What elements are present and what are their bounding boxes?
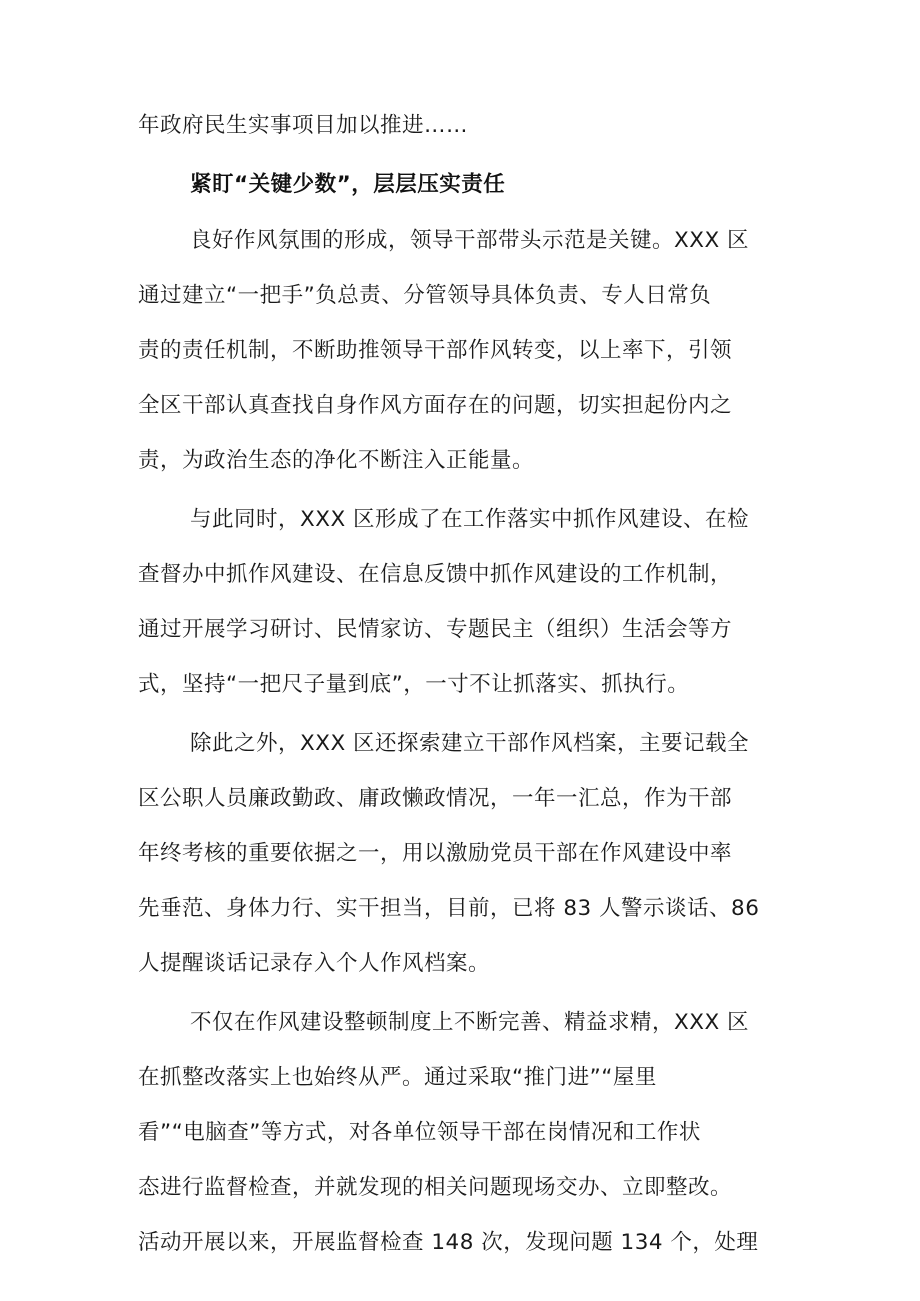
paragraph-line: 活动开展以来，开展监督检查 148 次，发现问题 134 个，处理 [138, 1230, 759, 1255]
paragraph-line: 良好作风氛围的形成，领导干部带头示范是关键。XXX 区 [190, 228, 750, 253]
paragraph-line: 在抓整改落实上也始终从严。通过采取“推门进”“屋里 [138, 1065, 657, 1090]
paragraph-line: 通过开展学习研讨、民情家访、专题民主（组织）生活会等方 [138, 617, 733, 642]
paragraph-line: 人提醒谈话记录存入个人作风档案。 [138, 951, 491, 976]
paragraph-line: 看”“电脑查”等方式，对各单位领导干部在岗情况和工作状 [138, 1120, 701, 1145]
paragraph-line: 全区干部认真查找自身作风方面存在的问题，切实担起份内之 [138, 393, 733, 418]
paragraph-line: 与此同时，XXX 区形成了在工作落实中抓作风建设、在检 [190, 507, 750, 532]
paragraph-line: 通过建立“一把手”负总责、分管领导具体负责、专人日常负 [138, 283, 712, 308]
paragraph-line: 式，坚持“一把尺子量到底”，一寸不让抓落实、抓执行。 [138, 672, 690, 697]
section-heading: 紧盯“关键少数”，层层压实责任 [190, 172, 506, 197]
paragraph-line: 先垂范、身体力行、实干担当，目前，已将 83 人警示谈话、86 [138, 896, 760, 921]
paragraph-line: 区公职人员廉政勤政、庸政懒政情况，一年一汇总，作为干部 [138, 786, 733, 811]
paragraph-line: 年终考核的重要依据之一，用以激励党员干部在作风建设中率 [138, 841, 733, 866]
paragraph-line: 态进行监督检查，并就发现的相关问题现场交办、立即整改。 [138, 1175, 733, 1200]
carry-over-line: 年政府民生实事项目加以推进…… [138, 113, 469, 138]
paragraph-line: 责，为政治生态的净化不断注入正能量。 [138, 448, 535, 473]
paragraph-line: 责的责任机制，不断助推领导干部作风转变，以上率下，引领 [138, 338, 733, 363]
paragraph-line: 除此之外，XXX 区还探索建立干部作风档案，主要记载全 [190, 731, 750, 756]
paragraph-line: 不仅在作风建设整顿制度上不断完善、精益求精，XXX 区 [190, 1010, 750, 1035]
paragraph-line: 查督办中抓作风建设、在信息反馈中抓作风建设的工作机制， [138, 562, 733, 587]
